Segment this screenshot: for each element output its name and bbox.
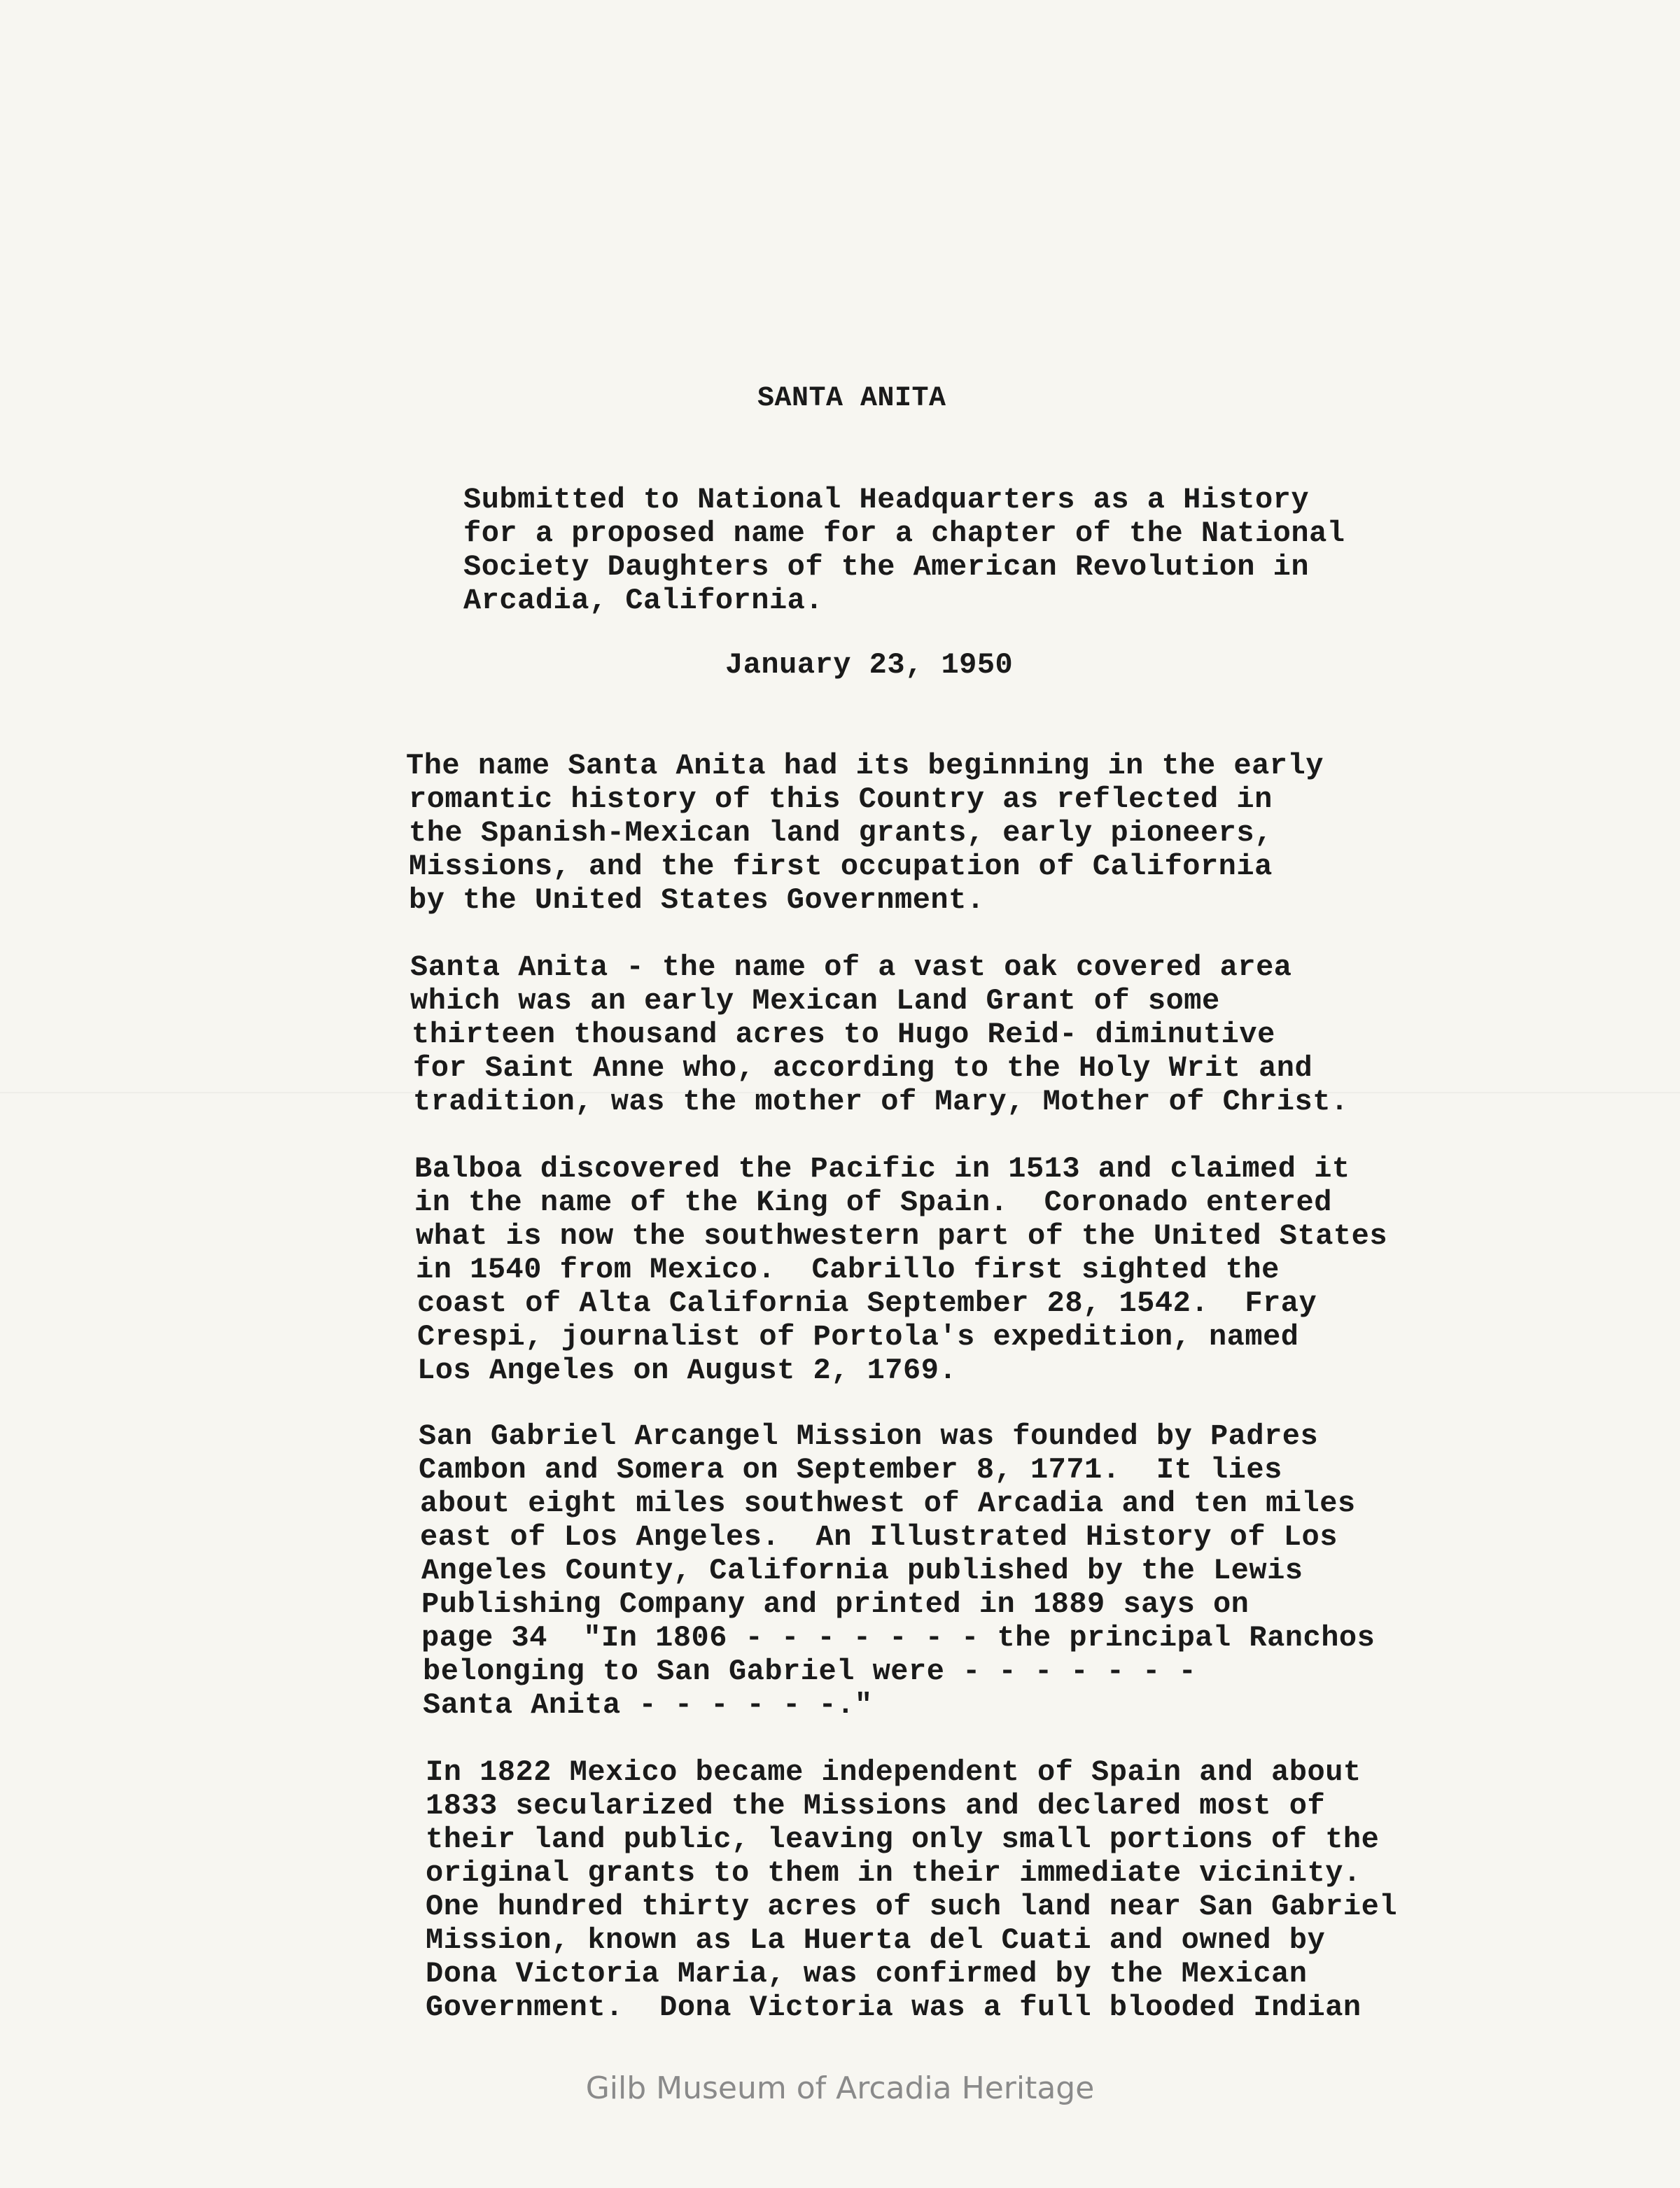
intro-line: Submitted to National Headquarters as a History — [463, 483, 1310, 517]
paragraph-5-line: Government. Dona Victoria was a full blooded Indian — [426, 1991, 1362, 2024]
paragraph-4-line: page 34 "In 1806 - - - - - - - the principal Ranchos — [421, 1621, 1376, 1655]
paragraph-4-line: belonging to San Gabriel were - - - - - - - — [423, 1655, 1197, 1688]
paragraph-5-line: In 1822 Mexico became independent of Spain and about — [426, 1755, 1362, 1789]
paragraph-3-line: Crespi, journalist of Portola's expedition, named — [417, 1320, 1299, 1354]
paragraph-4-line: Santa Anita - - - - - -." — [423, 1688, 873, 1722]
paragraph-4-line: about eight miles southwest of Arcadia and ten miles — [420, 1487, 1356, 1520]
paragraph-1-line: romantic history of this Country as reflected in — [409, 783, 1273, 816]
paragraph-3-line: coast of Alta California September 28, 1542. Fray — [417, 1286, 1317, 1320]
intro-line: for a proposed name for a chapter of the National — [463, 517, 1345, 550]
paragraph-3-line: Balboa discovered the Pacific in 1513 and claimed it — [414, 1152, 1350, 1186]
intro-line: Society Daughters of the American Revolution in — [463, 550, 1310, 584]
paragraph-3-line: in the name of the King of Spain. Coronado entered — [414, 1186, 1332, 1219]
museum-watermark: Gilb Museum of Arcadia Heritage — [585, 2070, 1095, 2106]
document-date: January 23, 1950 — [725, 648, 1014, 682]
paragraph-5-line: their land public, leaving only small portions of the — [426, 1823, 1380, 1856]
paragraph-1-line: Missions, and the first occupation of California — [409, 850, 1273, 883]
paragraph-4-line: Angeles County, California published by the Lewis — [421, 1554, 1303, 1587]
paragraph-5-line: original grants to them in their immediate vicinity. — [426, 1856, 1362, 1890]
paragraph-1-line: the Spanish-Mexican land grants, early pioneers, — [409, 816, 1273, 850]
paragraph-2-line: Santa Anita - the name of a vast oak covered area — [410, 951, 1292, 984]
paragraph-3-line: what is now the southwestern part of the United States — [416, 1219, 1388, 1253]
paragraph-3-line: Los Angeles on August 2, 1769. — [417, 1354, 958, 1387]
paragraph-1-line: The name Santa Anita had its beginning in the early — [406, 749, 1324, 783]
paragraph-4-line: San Gabriel Arcangel Mission was founded by Padres — [419, 1419, 1319, 1453]
paragraph-1-line: by the United States Government. — [409, 883, 985, 917]
paragraph-4-line: east of Los Angeles. An Illustrated History of Los — [420, 1520, 1338, 1554]
paragraph-2-line: which was an early Mexican Land Grant of some — [410, 984, 1220, 1018]
document-title: SANTA ANITA — [757, 383, 946, 414]
paragraph-4-line: Publishing Company and printed in 1889 says on — [421, 1587, 1250, 1621]
paragraph-4-line: Cambon and Somera on September 8, 1771. It lies — [419, 1453, 1282, 1487]
paragraph-5-line: Dona Victoria Maria, was confirmed by the Mexican — [426, 1957, 1308, 1991]
intro-line: Arcadia, California. — [463, 584, 824, 617]
paragraph-2-line: thirteen thousand acres to Hugo Reid- diminutive — [412, 1018, 1275, 1051]
paragraph-2-line: for Saint Anne who, according to the Holy Writ and — [413, 1051, 1313, 1085]
paragraph-5-line: One hundred thirty acres of such land near San Gabriel — [426, 1890, 1398, 1923]
paragraph-3-line: in 1540 from Mexico. Cabrillo first sighted the — [416, 1253, 1280, 1286]
paragraph-5-line: 1833 secularized the Missions and declared most of — [426, 1789, 1326, 1823]
paragraph-5-line: Mission, known as La Huerta del Cuati and owned by — [426, 1923, 1326, 1957]
paragraph-2-line: tradition, was the mother of Mary, Mother of Christ. — [413, 1085, 1349, 1118]
